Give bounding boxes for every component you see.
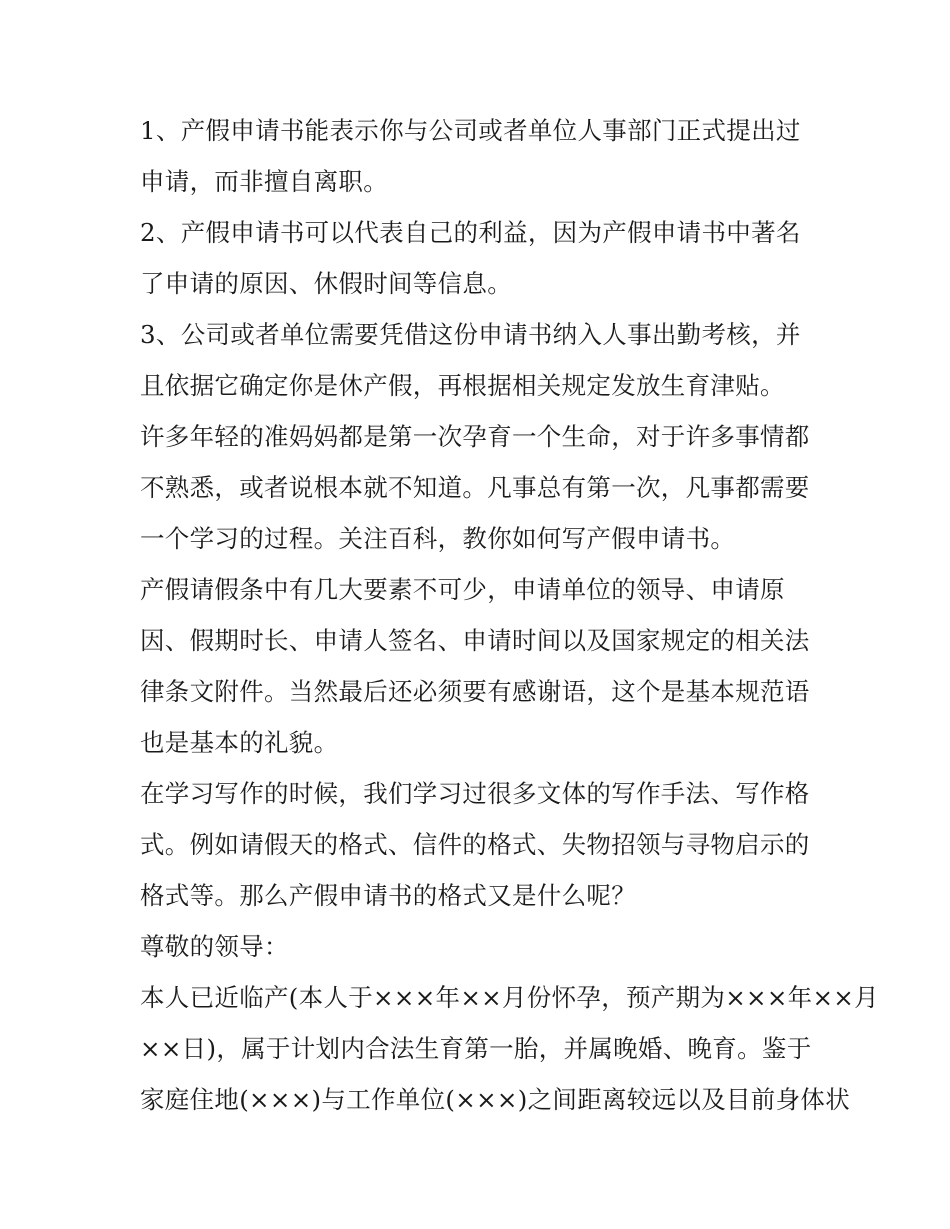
text-line: 格式等。那么产假申请书的格式又是什么呢？ [140,881,636,910]
text-line: 本人已近临产(本人于×××年××月份怀孕，预产期为×××年××月 [140,983,879,1012]
text-line: 在学习写作的时候，我们学习过很多文体的写作手法、写作格 [140,779,810,808]
text-line: 且依据它确定你是休产假，再根据相关规定发放生育津贴。 [140,371,785,400]
text-line: 不熟悉，或者说根本就不知道。凡事总有第一次，凡事都需要 [140,473,810,502]
text-line: 了申请的原因、休假时间等信息。 [140,269,512,298]
text-line: 式。例如请假天的格式、信件的格式、失物招领与寻物启示的 [140,830,810,859]
text-line: 3、公司或者单位需要凭借这份申请书纳入人事出勤考核，并 [140,320,801,349]
text-line: 许多年轻的准妈妈都是第一次孕育一个生命，对于许多事情都 [140,422,810,451]
text-line: 也是基本的礼貌。 [140,728,339,757]
text-line: 申请，而非擅自离职。 [140,167,388,196]
text-line: 一个学习的过程。关注百科，教你如何写产假申请书。 [140,524,736,553]
text-line: 产假请假条中有几大要素不可少，申请单位的领导、申请原 [140,575,785,604]
text-line: 律条文附件。当然最后还必须要有感谢语，这个是基本规范语 [140,677,810,706]
salutation-line: 尊敬的领导： [140,932,289,961]
text-line: 2、产假申请书可以代表自己的利益，因为产假申请书中著名 [140,218,801,247]
text-line: 因、假期时长、申请人签名、申请时间以及国家规定的相关法 [140,626,810,655]
text-line: 家庭住地(×××)与工作单位(×××)之间距离较远以及目前身体状 [140,1085,851,1114]
document-body [140,110,879,1130]
text-line: 1、产假申请书能表示你与公司或者单位人事部门正式提出过 [140,116,801,145]
text-line: ××日)，属于计划内合法生育第一胎，并属晚婚、晚育。鉴于 [140,1034,812,1063]
